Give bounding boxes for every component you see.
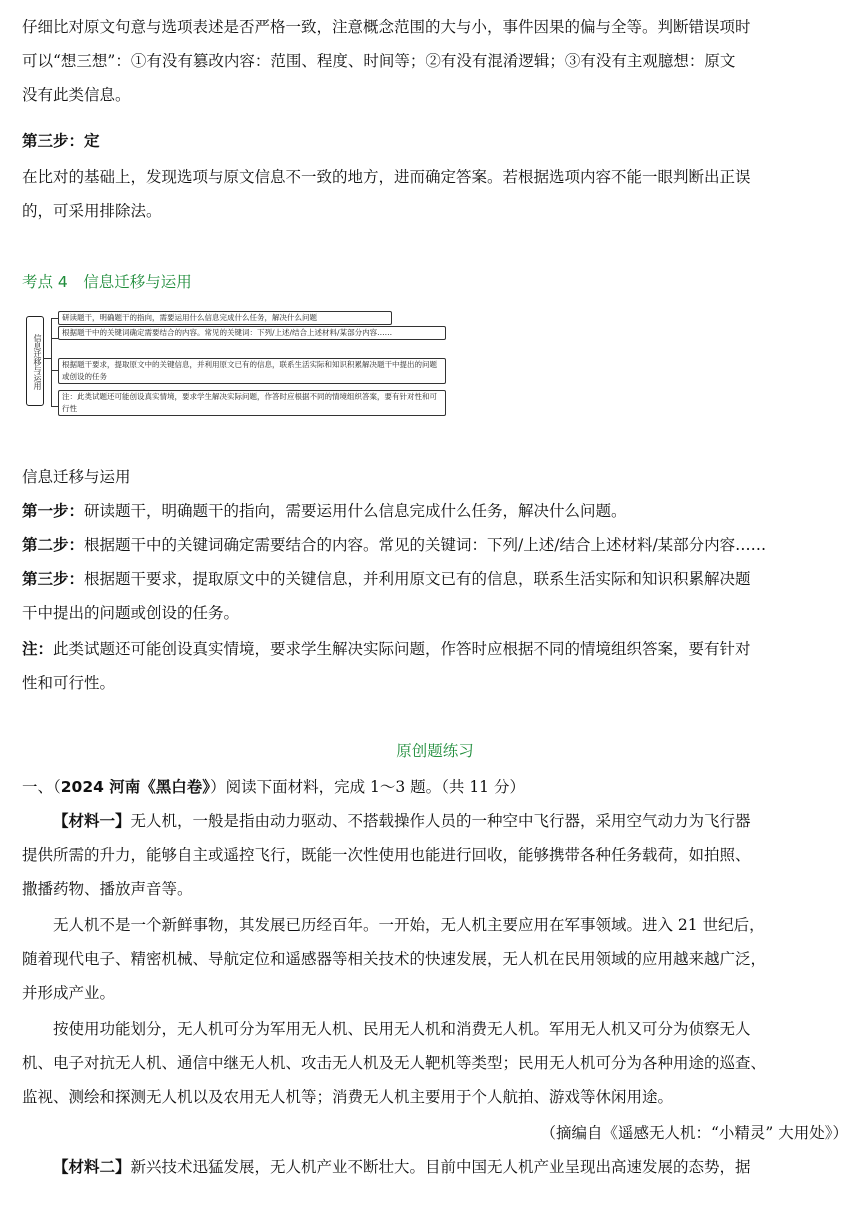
question-header: 一、（2024 河南《黑白卷》）阅读下面材料，完成 1～3 题。（共 11 分）	[22, 778, 525, 796]
step3: 第三步：根据题干要求，提取原文中的关键信息，并利用原文已有的信息，联系生活实际和知识积累解决题 干中提出的问题或创设的任务。	[22, 570, 751, 622]
material-1-source: （摘编自《遥感无人机：“小精灵” 大用处》）	[540, 1124, 848, 1142]
section-title: 考点 4 信息迁移与运用	[22, 273, 192, 291]
connector-line	[51, 406, 58, 407]
mind-map-box: 注：此类试题还可能创设真实情境，要求学生解决实际问题，作答时应根据不同的情境组织答案，要有针对性和可行性	[58, 390, 446, 416]
mind-map-root: 信息迁移与运用	[26, 316, 44, 406]
material-2-paragraph: 【材料二】新兴技术迅猛发展，无人机产业不断壮大。目前中国无人机产业呈现出高速发展的态势，据	[53, 1158, 751, 1176]
mind-map-box: 研读题干，明确题干的指向，需要运用什么信息完成什么任务，解决什么问题	[58, 311, 392, 325]
paragraph-step3: 在比对的基础上，发现选项与原文信息不一致的地方，进而确定答案。若根据选项内容不能一眼判断出正误 的，可采用排除法。	[22, 168, 751, 220]
step3-heading: 第三步：定	[22, 132, 100, 150]
connector-line	[51, 338, 58, 339]
mind-map-diagram	[26, 308, 446, 420]
connector-line	[51, 370, 58, 371]
mind-map-box: 根据题干要求，提取原文中的关键信息，并利用原文已有的信息，联系生活实际和知识积累解决题干中提出的问题或创设的任务	[58, 358, 446, 384]
connector-line	[51, 318, 52, 406]
step1: 第一步：研读题干，明确题干的指向，需要运用什么信息完成什么任务，解决什么问题。	[22, 502, 627, 520]
paragraph-compare: 仔细比对原文句意与选项表述是否严格一致，注意概念范围的大与小，事件因果的偏与全等。判断错误项时 可以“想三想”：①有没有篡改内容：范围、程度、时间等；②有没有混淆逻辑；③有没有主观臆想：原文 没有此类信息。	[22, 18, 751, 104]
connector-line	[43, 358, 51, 359]
note: 注：此类试题还可能创设真实情境，要求学生解决实际问题，作答时应根据不同的情境组织答案，要有针对 性和可行性。	[22, 640, 751, 692]
material-1-paragraph-1: 【材料一】无人机，一般是指由动力驱动、不搭载操作人员的一种空中飞行器，采用空气动力为飞行器 提供所需的升力，能够自主或遥控飞行，既能一次性使用也能进行回收，能够携带各种任务载荷，如拍照、 撒播药物、播放声音等。	[22, 812, 751, 898]
material-1-paragraph-2: 无人机不是一个新鲜事物，其发展已历经百年。一开始，无人机主要应用在军事领域。进入 21 世纪后， 随着现代电子、精密机械、导航定位和遥感器等相关技术的快速发展，无人机在民用领域的应用越来越广泛， 并形成产业。	[22, 916, 767, 1002]
connector-line	[51, 318, 58, 319]
step2: 第二步：根据题干中的关键词确定需要结合的内容。常见的关键词：下列/上述/结合上述材料/某部分内容……	[22, 536, 767, 554]
practice-title: 原创题练习	[396, 742, 474, 760]
info-heading: 信息迁移与运用	[22, 468, 131, 486]
mind-map-box: 根据题干中的关键词确定需要结合的内容。常见的关键词：下列/上述/结合上述材料/某部分内容……	[58, 326, 446, 340]
material-1-paragraph-3: 按使用功能划分，无人机可分为军用无人机、民用无人机和消费无人机。军用无人机又可分为侦察无人 机、电子对抗无人机、通信中继无人机、攻击无人机及无人靶机等类型；民用无人机可分为各种用途的巡查、 监视、测绘和探测无人机以及农用无人机等；消费无人机主要用于个人航拍、游戏等休闲用途。	[22, 1020, 767, 1106]
